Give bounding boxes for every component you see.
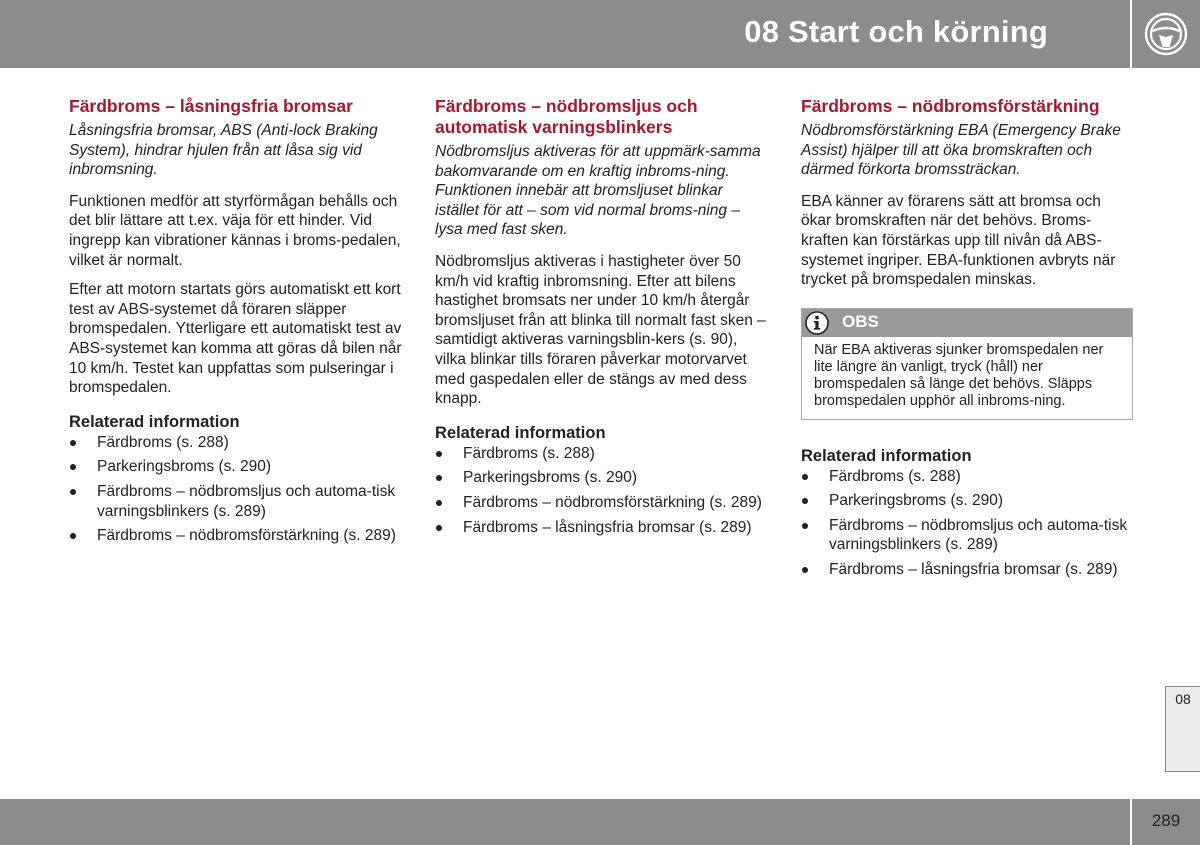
chapter-tab-label: 08: [1175, 691, 1191, 707]
section-heading: Färdbroms – nödbromsförstärkning: [801, 96, 1100, 116]
related-list: [435, 444, 769, 537]
related-link-text: Parkeringsbroms (s. 290): [97, 458, 272, 476]
bullet-icon: [436, 500, 442, 506]
column-emergency-brake-light: [435, 96, 769, 542]
related-link-text: Färdbroms (s. 288): [97, 433, 229, 451]
related-link[interactable]: [801, 560, 1135, 580]
section-lead: Nödbromsljus aktiveras för att uppmärk-samma bakomvarande om en kraftig inbroms-ning. Funktionen innebär att bromsljuset blinkar istället för att – som vid normal broms-ning – lysa med fast sken.: [435, 143, 761, 239]
section-heading: Färdbroms – nödbromsljus och automatisk varningsblinkers: [435, 96, 698, 137]
header-bar: [0, 0, 1130, 68]
related-link-text: Parkeringsbroms (s. 290): [829, 492, 1004, 510]
body-paragraph: Funktionen medför att styrförmågan behålls och det blir lättare att t.ex. väja för ett hinder. Vid ingrepp kan vibrationer kännas i broms-pedalen, vilket är normalt.: [69, 192, 401, 269]
bullet-icon: [436, 475, 442, 481]
related-link-text: Färdbroms – nödbromsljus och automa-tisk varningsblinkers (s. 289): [97, 482, 396, 520]
column-eba: [801, 96, 1135, 585]
footer-bar: [0, 799, 1130, 845]
related-heading: Relaterad information: [69, 412, 240, 431]
bullet-icon: [436, 525, 442, 531]
related-heading: Relaterad information: [801, 446, 972, 465]
related-list: [801, 467, 1135, 580]
related-link-text: Färdbroms – nödbromsförstärkning (s. 289): [97, 527, 396, 545]
bullet-icon: [802, 523, 808, 529]
related-heading: Relaterad information: [435, 423, 606, 442]
bullet-icon: [70, 440, 76, 446]
related-link[interactable]: [801, 467, 1135, 487]
bullet-icon: [802, 567, 808, 573]
page-number-box: [1132, 799, 1200, 845]
bullet-icon: [436, 451, 442, 457]
bullet-icon: [70, 489, 76, 495]
related-link[interactable]: [435, 444, 769, 464]
related-link[interactable]: [435, 468, 769, 488]
related-link[interactable]: [69, 526, 403, 546]
note-header: [802, 309, 1132, 337]
chapter-title: 08 Start och körning: [744, 14, 1048, 49]
page-number: 289: [1151, 811, 1181, 830]
related-link[interactable]: [69, 433, 403, 453]
related-link[interactable]: [435, 493, 769, 513]
related-link-text: Färdbroms – låsningsfria bromsar (s. 289): [829, 560, 1118, 578]
bullet-icon: [70, 533, 76, 539]
related-link[interactable]: [69, 482, 403, 521]
body-paragraph: Efter att motorn startats görs automatiskt ett kort test av ABS-systemet då föraren släpper bromspedalen. Ytterligare ett automatiskt test av ABS-systemet kan komma att göras då bilen når 10 km/h. Testet kan uppfattas som pulseringar i bromspedalen.: [69, 281, 402, 397]
chapter-tab[interactable]: [1165, 686, 1200, 772]
related-link-text: Färdbroms – nödbromsförstärkning (s. 289): [463, 493, 762, 511]
related-list: [69, 433, 403, 546]
bullet-icon: [802, 498, 808, 504]
related-link-text: Färdbroms (s. 288): [829, 467, 961, 485]
steering-wheel-icon: [1144, 12, 1188, 56]
section-lead: Nödbromsförstärkning EBA (Emergency Brake Assist) hjälper till att öka bromskraften och därmed förkorta bromssträckan.: [801, 122, 1121, 179]
info-icon: [805, 311, 829, 335]
section-heading: Färdbroms – låsningsfria bromsar: [69, 96, 353, 116]
note-label: OBS: [842, 311, 879, 331]
related-link-text: Färdbroms – nödbromsljus och automa-tisk varningsblinkers (s. 289): [829, 516, 1128, 554]
related-link[interactable]: [69, 457, 403, 477]
chapter-icon-box: [1132, 0, 1200, 68]
related-link-text: Färdbroms – låsningsfria bromsar (s. 289): [463, 518, 752, 536]
related-link[interactable]: [801, 516, 1135, 555]
related-link[interactable]: [801, 491, 1135, 511]
bullet-icon: [802, 474, 808, 480]
related-link[interactable]: [435, 518, 769, 538]
section-lead: Låsningsfria bromsar, ABS (Anti-lock Braking System), hindrar hjulen från att låsa sig vid inbromsning.: [69, 122, 378, 179]
body-paragraph: EBA känner av förarens sätt att bromsa och ökar bromskraften när det behövs. Broms-kraften kan förstärkas upp till nivån då ABS-systemet ingriper. EBA-funktionen avbryts när trycket på bromspedalen minskas.: [801, 192, 1116, 289]
related-link-text: Färdbroms (s. 288): [463, 444, 595, 462]
bullet-icon: [70, 464, 76, 470]
note-text: När EBA aktiveras sjunker bromspedalen ner lite längre än vanligt, tryck (håll) ner bromspedalen så länge det behövs. Släpps bromspedalen upphör all inbroms-ning.: [814, 341, 1104, 410]
body-paragraph: Nödbromsljus aktiveras i hastigheter över 50 km/h vid kraftig inbromsning. Efter att bilens hastighet bromsats ner under 10 km/h återgår bromsljuset från att blinka till normalt fast sken – samtidigt aktiveras varningsblin-kers (s. 90), vilka blinkar tills föraren påverkar motorvarvet med gaspedalen eller de stängs av med dess knapp.: [435, 252, 766, 408]
column-abs: [69, 96, 403, 551]
note-box: [801, 308, 1133, 420]
related-link-text: Parkeringsbroms (s. 290): [463, 469, 638, 487]
